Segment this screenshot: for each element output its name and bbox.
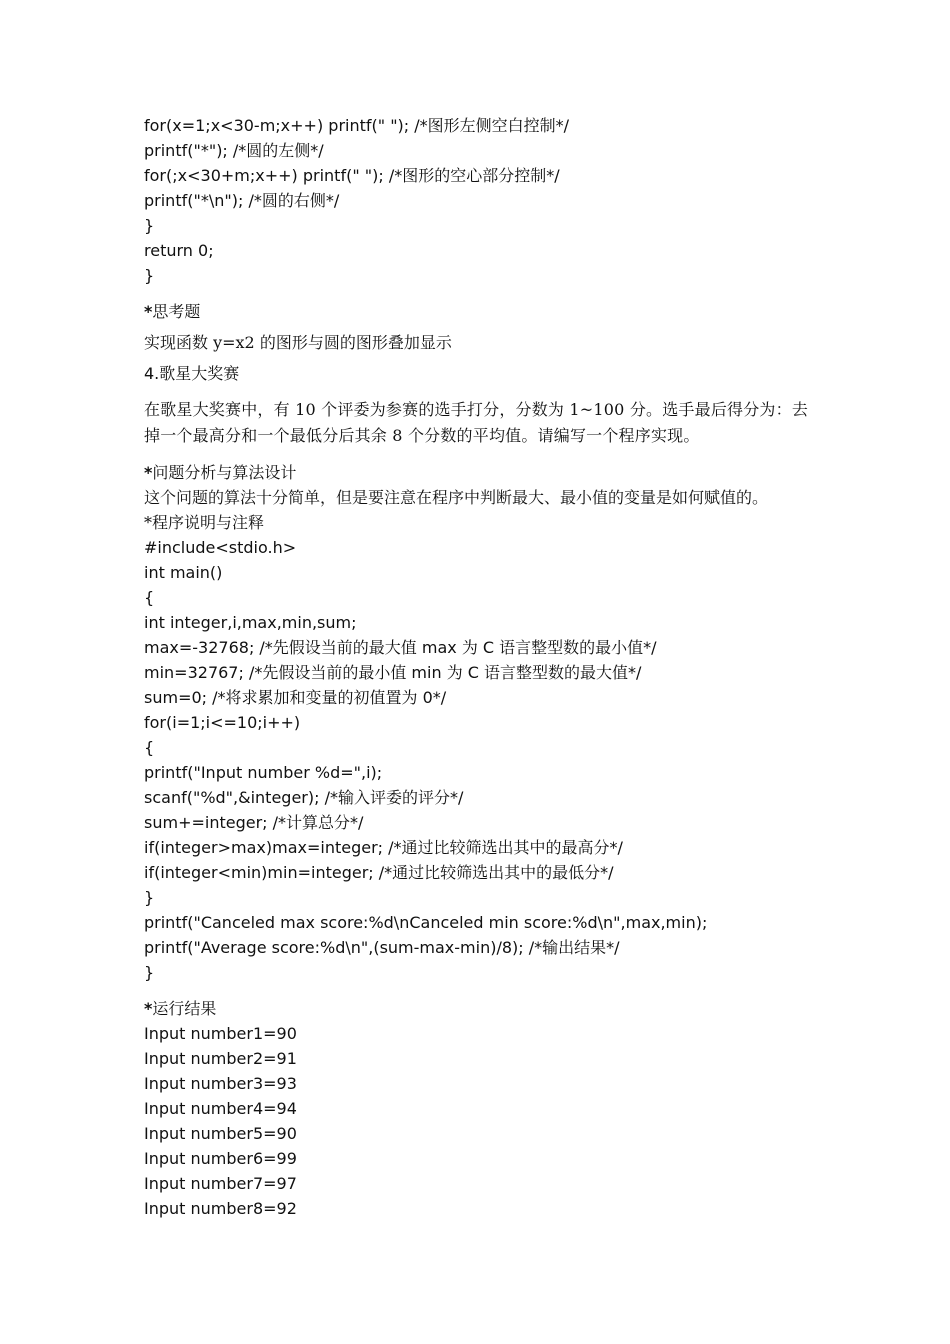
code-line: { (144, 588, 155, 607)
code-line: { (144, 738, 155, 757)
output-line: Input number6=99 (144, 1149, 297, 1168)
output-line: Input number1=90 (144, 1024, 297, 1043)
section-heading-program: *程序说明与注释 (144, 513, 265, 532)
code-line: min=32767; /*先假设当前的最小值 min 为 C 语言整型数的最大值*/ (144, 663, 642, 682)
code-line: } (144, 888, 155, 907)
code-line: int main() (144, 563, 223, 582)
code-line: sum=0; /*将求累加和变量的初值置为 0*/ (144, 688, 447, 707)
problem-description: 在歌星大奖赛中，有 10 个评委为参赛的选手打分，分数为 1~100 分。选手最后得分为：去掉一个最高分和一个最低分后其余 8 个分数的平均值。请编写一个程序实现。 (144, 400, 809, 445)
section-heading-result (144, 996, 824, 1021)
code-line: printf("*"); /*圆的左侧*/ (144, 141, 324, 160)
code-line: } (144, 963, 155, 982)
code-line: printf("Average score:%d\n",(sum-max-min)/8); /*输出结果*/ (144, 938, 620, 957)
code-line: max=-32768; /*先假设当前的最大值 max 为 C 语言整型数的最小值*/ (144, 638, 657, 657)
output-line: Input number2=91 (144, 1049, 297, 1068)
bullet-star: * (144, 302, 153, 321)
code-line: if(integer<min)min=integer; /*通过比较筛选出其中的最低分*/ (144, 863, 614, 882)
problem-title: 4.歌星大奖赛 (144, 364, 240, 383)
code-line: } (144, 216, 155, 235)
code-line: int integer,i,max,min,sum; (144, 613, 357, 632)
code-line: #include<stdio.h> (144, 538, 297, 557)
code-line: for(i=1;i<=10;i++) (144, 713, 301, 732)
code-line: printf("Input number %d=",i); (144, 763, 383, 782)
exercise-text: 实现函数 y=x2 的图形与圆的图形叠加显示 (144, 333, 452, 352)
section-heading-analysis (144, 460, 824, 485)
code-line: for(;x<30+m;x++) printf(" "); /*图形的空心部分控制*/ (144, 166, 560, 185)
output-line: Input number8=92 (144, 1199, 297, 1218)
document-page (144, 113, 824, 1221)
code-line: printf("Canceled max score:%d\nCanceled min score:%d\n",max,min); (144, 913, 708, 932)
code-line: if(integer>max)max=integer; /*通过比较筛选出其中的最高分*/ (144, 838, 623, 857)
section-heading-thinking (144, 299, 824, 324)
code-line: sum+=integer; /*计算总分*/ (144, 813, 364, 832)
heading-text: 问题分析与算法设计 (152, 463, 297, 482)
output-line: Input number5=90 (144, 1124, 297, 1143)
code-line: scanf("%d",&integer); /*输入评委的评分*/ (144, 788, 464, 807)
code-line: printf("*\n"); /*圆的右侧*/ (144, 191, 340, 210)
code-line: return 0; (144, 241, 214, 260)
bullet-star: * (144, 463, 153, 482)
output-line: Input number3=93 (144, 1074, 297, 1093)
code-line: } (144, 266, 155, 285)
heading-text: 思考题 (152, 302, 201, 321)
bullet-star: * (144, 999, 153, 1018)
code-line: for(x=1;x<30-m;x++) printf(" "); /*图形左侧空白控制*/ (144, 116, 570, 135)
output-line: Input number7=97 (144, 1174, 297, 1193)
heading-text: 运行结果 (152, 999, 217, 1018)
analysis-text: 这个问题的算法十分简单，但是要注意在程序中判断最大、最小值的变量是如何赋值的。 (144, 488, 769, 507)
output-line: Input number4=94 (144, 1099, 297, 1118)
